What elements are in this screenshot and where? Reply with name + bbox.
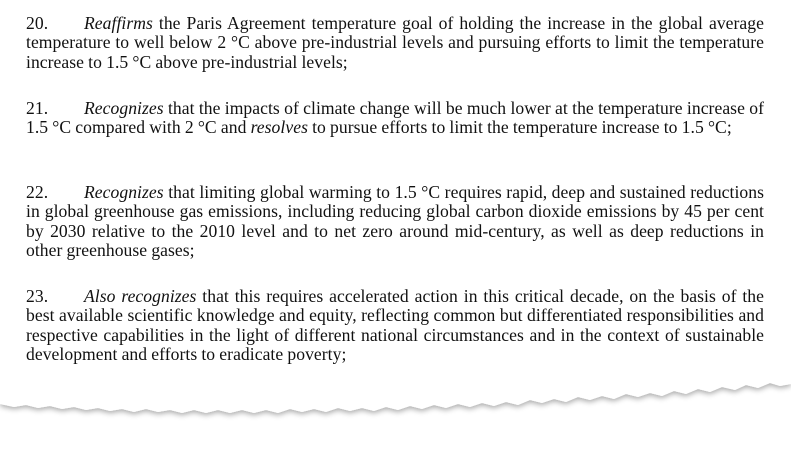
paragraph-inline-italic: resolves — [250, 117, 308, 138]
paragraph-text: to pursue efforts to limit the temperature increase to 1.5 °C; — [307, 117, 732, 138]
paragraph-number: 23. — [26, 286, 49, 306]
paragraph-text: that the impacts of climate change will be much lower at the temperature increase of 1.5 °C compared with 2 °C and — [26, 98, 764, 138]
paragraph-number: 21. — [26, 98, 49, 118]
paragraph-text: the Paris Agreement temperature goal of holding the increase in the global average temperature to well below 2 °C above pre-industrial levels and pursuing efforts to limit the temperature increase to 1.5 °C above pre-industrial levels; — [26, 13, 764, 72]
paragraph-22 — [26, 183, 764, 260]
paragraph-21 — [26, 99, 764, 138]
paragraph-23 — [26, 287, 764, 364]
paragraph-number: 20. — [26, 13, 49, 33]
paragraph-lead-italic: Recognizes — [84, 98, 164, 118]
paragraph-lead-italic: Recognizes — [84, 182, 164, 202]
paragraph-lead-italic: Also recognizes — [84, 286, 197, 306]
paragraph-text: that limiting global warming to 1.5 °C requires rapid, deep and sustained reductions in global greenhouse gas emissions, including reducing global carbon dioxide emissions by 45 per cent by 2030 relative to the 2010 level and to net zero around mid-century, as well as deep reductions in other greenhouse gases; — [26, 182, 764, 260]
paragraph-20 — [26, 14, 764, 72]
paragraph-lead-italic: Reaffirms — [84, 13, 153, 33]
paragraph-number: 22. — [26, 182, 49, 202]
paragraph-text: that this requires accelerated action in this critical decade, on the basis of the best available scientific knowledge and equity, reflecting common but differentiated responsibilities and respective capabilities in the light of different national circumstances and in the context of sustainable development and efforts to eradicate poverty; — [26, 286, 764, 364]
